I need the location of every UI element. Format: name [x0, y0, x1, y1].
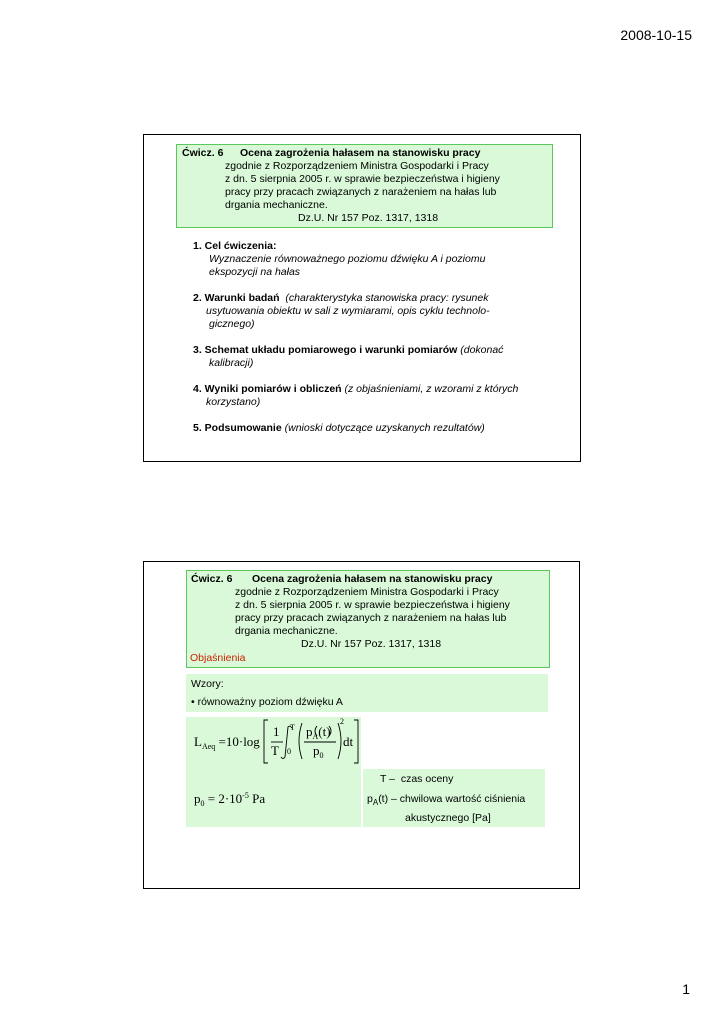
formula-panel: [186, 717, 361, 827]
symbol-p: p: [313, 743, 320, 758]
left-square-bracket: [264, 720, 268, 763]
header-line: z dn. 5 sierpnia 2005 r. w sprawie bezpieczeństwa i higieny: [225, 173, 500, 185]
slide-2: [143, 561, 580, 889]
exercise-code: Ćwicz. 6: [191, 573, 233, 585]
header-line: zgodnie z Rozporządzeniem Ministra Gospodarki i Pracy: [235, 586, 499, 598]
legend-t-description: czas oceny: [400, 773, 454, 785]
item-1-text: Wyznaczenie równoważnego poziomu dźwięku A i poziomu: [209, 253, 486, 265]
page-number: 1: [682, 981, 690, 997]
subscript-0: 0: [319, 751, 324, 760]
header-line: pracy przy pracach związanych z narażeniem na hałas lub: [235, 612, 507, 624]
legend-pa-description-2: akustycznego [Pa]: [405, 812, 491, 824]
exercise-code: Ćwicz. 6: [182, 147, 224, 159]
symbol-p: p: [306, 724, 313, 739]
symbol-L: L: [194, 734, 202, 749]
left-paren: [299, 723, 302, 759]
legend-pa-description: chwilowa wartość ciśnienia: [399, 793, 526, 805]
subscript-0: 0: [200, 799, 205, 808]
header-line: drgania mechaniczne.: [225, 199, 328, 211]
exercise-header-box: [176, 144, 553, 228]
formulas-heading: Wzory:: [191, 678, 224, 690]
fraction-numerator: 1: [273, 724, 280, 739]
item-4-text: korzystano): [206, 396, 261, 408]
right-square-bracket: [354, 720, 358, 763]
item-5: [193, 422, 485, 435]
item-2-text: usytuowania obiektu w sali z wymiarami, opis cyklu technolo-: [206, 305, 490, 317]
item-2-title: 2. Warunki badań: [193, 292, 280, 304]
item-4-text: (z objaśnieniami, z wzorami z których: [344, 383, 519, 395]
reference-pressure: [194, 791, 265, 808]
pressure-denominator: [313, 743, 324, 760]
legal-reference: Dz.U. Nr 157 Poz. 1317, 1318: [301, 638, 442, 650]
symbol-T: T: [380, 773, 387, 785]
header-line: z dn. 5 sierpnia 2005 r. w sprawie bezpieczeństwa i higieny: [235, 599, 510, 611]
dash: –: [389, 773, 395, 785]
header-line: zgodnie z Rozporządzeniem Ministra Gospodarki i Pracy: [225, 160, 489, 172]
exponent-2: 2: [340, 717, 344, 726]
legend-pa: [367, 793, 525, 809]
item-2: [193, 292, 488, 305]
subscript-a: A: [372, 798, 379, 807]
formulas-panel: [186, 674, 548, 712]
integral-upper: T: [290, 723, 295, 732]
exponent: -5: [242, 791, 249, 800]
exercise-title: Ocena zagrożenia hałasem na stanowisku pracy: [240, 147, 481, 159]
item-3-title: 3. Schemat układu pomiarowego i warunki pomiarów: [193, 344, 458, 356]
subscript-aeq: Aeq: [201, 742, 216, 751]
formula-laeq: [194, 734, 260, 751]
item-3-text: (dokonać: [460, 344, 504, 356]
item-5-title: 5. Podsumowanie: [193, 422, 282, 434]
differential-dt: dt: [343, 734, 354, 749]
argument-t: (t): [378, 793, 389, 805]
item-1-text: ekspozycji na hałas: [209, 266, 301, 278]
explanations-link[interactable]: Objaśnienia: [190, 652, 246, 664]
fraction-denominator: T: [271, 743, 279, 758]
legal-reference: Dz.U. Nr 157 Poz. 1317, 1318: [298, 212, 439, 224]
legend-panel: [363, 769, 545, 827]
integral-lower: 0: [287, 747, 291, 756]
exercise-title: Ocena zagrożenia hałasem na stanowisku pracy: [252, 573, 493, 585]
item-4-title: 4. Wyniki pomiarów i obliczeń: [193, 383, 342, 395]
equals-log: =10·log: [218, 734, 260, 749]
formulas-bullet: • równoważny poziom dźwięku A: [191, 696, 343, 708]
item-5-text: (wnioski dotyczące uzyskanych rezultatów): [284, 422, 485, 434]
argument-t: (t): [318, 724, 331, 739]
unit-pa: Pa: [252, 791, 266, 806]
page-date: 2008-10-15: [620, 27, 692, 43]
exercise-header-box: [186, 570, 550, 668]
item-4: [193, 383, 518, 396]
equals-value: = 2·10: [207, 791, 243, 806]
header-line: drgania mechaniczne.: [235, 625, 338, 637]
symbol-p: p: [367, 793, 373, 805]
right-paren: [338, 723, 341, 759]
item-3: [193, 344, 503, 357]
item-1-title: 1. Cel ćwiczenia:: [193, 240, 277, 252]
dash: –: [391, 793, 397, 805]
pressure-numerator: [306, 724, 331, 741]
symbol-p: p: [194, 791, 201, 806]
legend-t: [380, 773, 453, 786]
item-2-text: (charakterystyka stanowiska pracy: rysunek: [285, 292, 489, 304]
item-2-text: gicznego): [209, 318, 255, 330]
header-line: pracy przy pracach związanych z narażeniem na hałas lub: [225, 186, 497, 198]
item-3-text: kalibracji): [209, 357, 254, 369]
slide-1: [143, 134, 581, 462]
subscript-a: A: [312, 732, 319, 741]
